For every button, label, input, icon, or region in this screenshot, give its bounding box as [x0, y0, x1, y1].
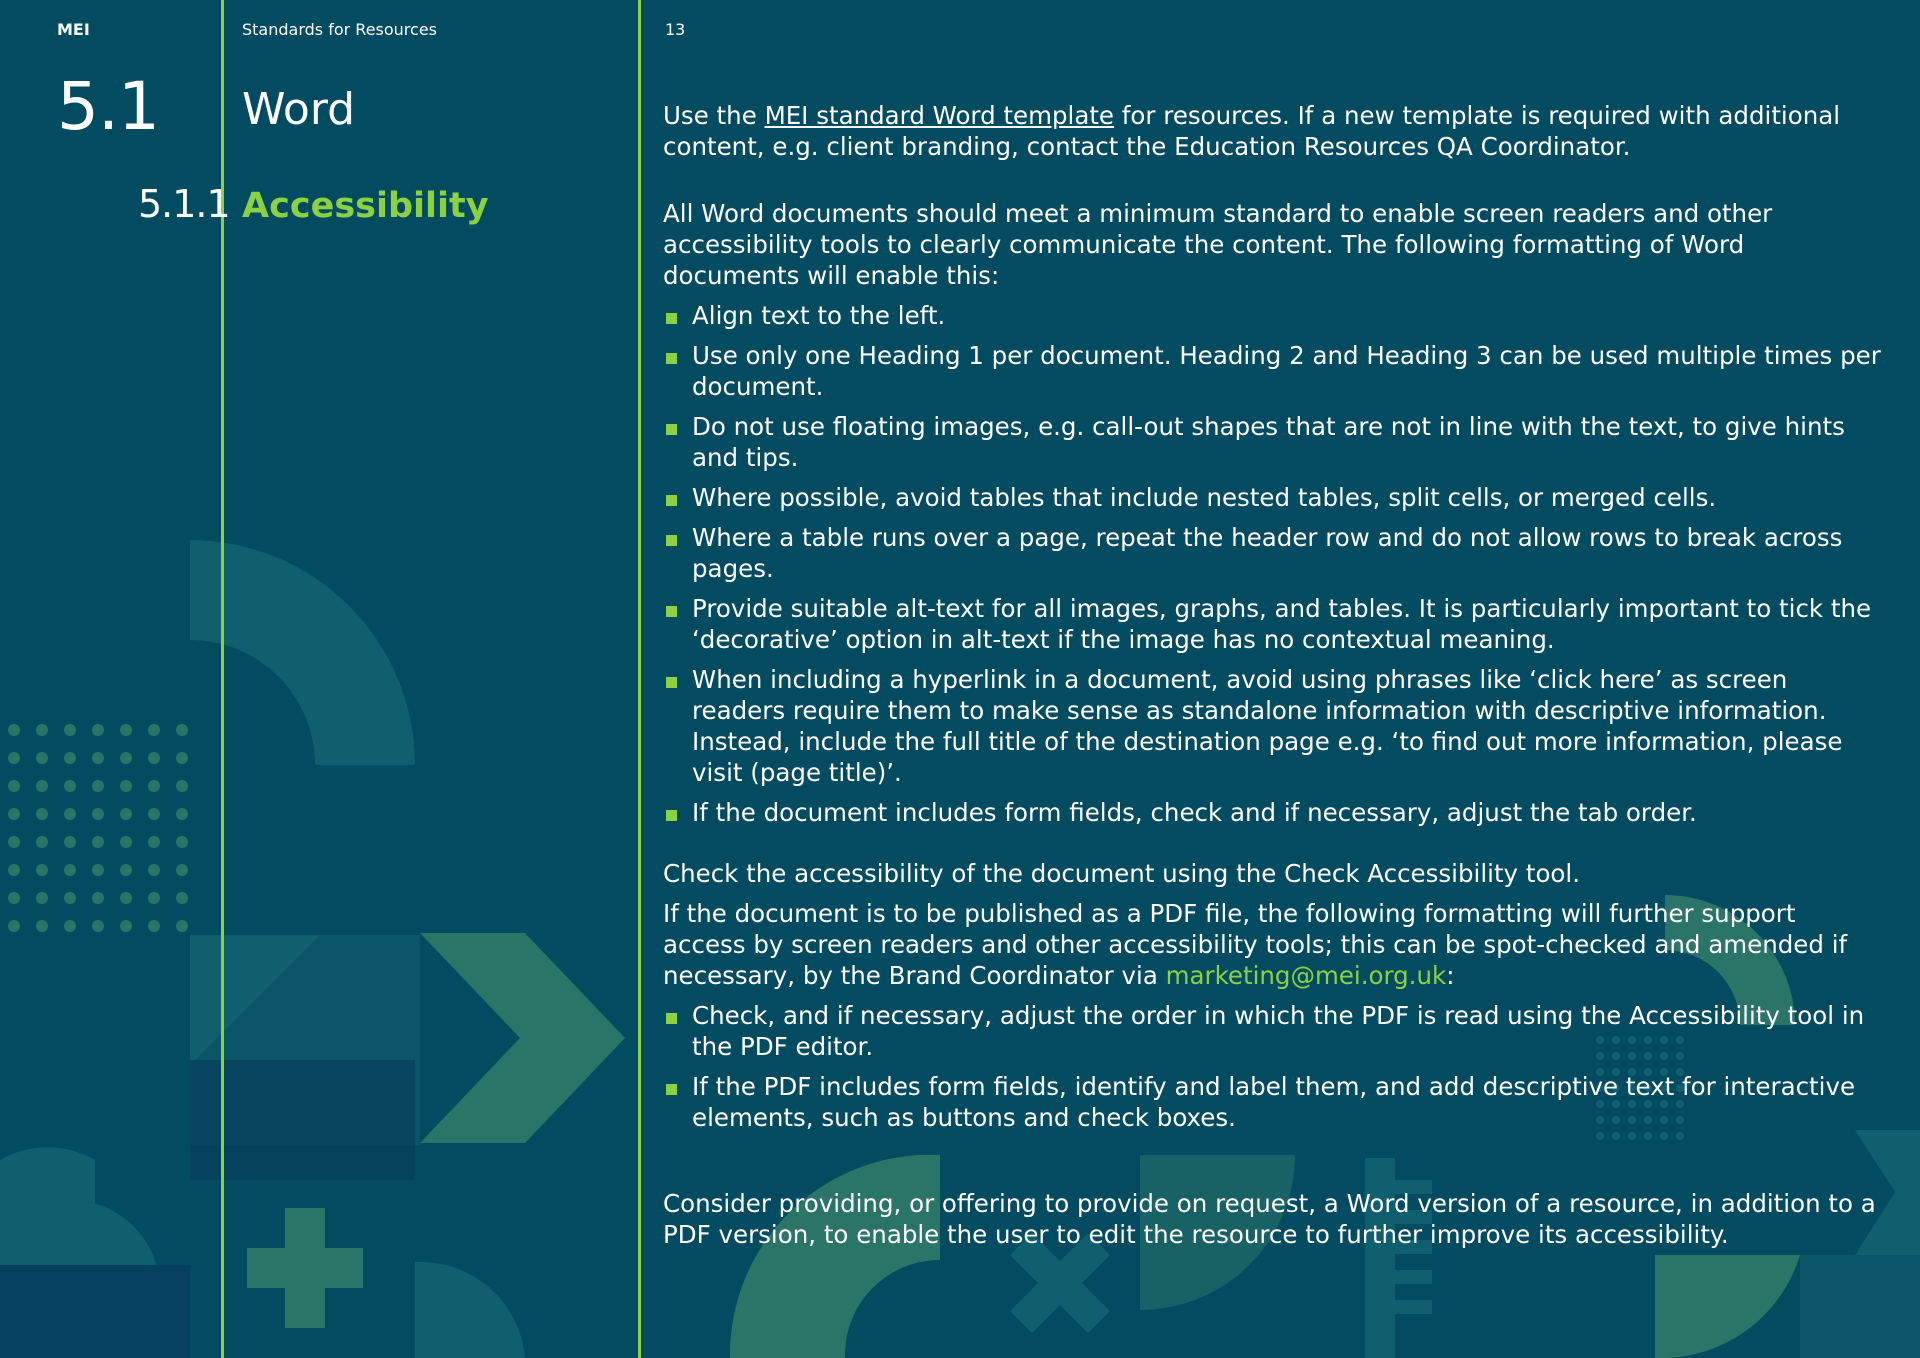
section-number: 5.1 — [57, 68, 159, 145]
chevron-shape — [420, 933, 625, 1143]
subsection-title: Accessibility — [242, 186, 489, 226]
list-item: Where possible, avoid tables that include nested tables, split cells, or merged cells. — [663, 482, 1885, 513]
column-divider-right — [638, 0, 641, 1358]
section-title: Word — [242, 84, 356, 135]
quarter-shape — [1655, 1255, 1800, 1358]
plus-shape — [247, 1208, 363, 1328]
list-item: Provide suitable alt-text for all images, graphs, and tables. It is particularly important to tick the ‘decorative’ option in alt-text if the image has no contextual meaning. — [663, 593, 1885, 655]
block-shape — [1800, 1255, 1920, 1358]
half-circle-shape — [415, 1262, 525, 1358]
page-number: 13 — [665, 20, 686, 39]
list-item: Use only one Heading 1 per document. Heading 2 and Heading 3 can be used multiple times per document. — [663, 340, 1885, 402]
check-paragraph: Check the accessibility of the document using the Check Accessibility tool. — [663, 859, 1581, 888]
block-shape — [0, 1265, 190, 1358]
list-item: Check, and if necessary, adjust the order in which the PDF is read using the Accessibility tool in the PDF editor. — [663, 1000, 1885, 1062]
list-item: Align text to the left. — [663, 300, 1885, 331]
list-item: If the document includes form fields, check and if necessary, adjust the tab order. — [663, 797, 1885, 828]
standard-paragraph: All Word documents should meet a minimum standard to enable screen readers and other accessibility tools to clearly communicate the content. The following formatting of Word documents will enable this: — [663, 199, 1773, 290]
body-content — [663, 100, 1885, 1250]
brand-name: MEI — [57, 20, 90, 39]
email-link[interactable]: marketing@mei.org.uk — [1165, 961, 1447, 990]
list-item: Where a table runs over a page, repeat the header row and do not allow rows to break across pages. — [663, 522, 1885, 584]
list-item: When including a hyperlink in a document, avoid using phrases like ‘click here’ as screen readers require them to make sense as standalone information with descriptive information. Instead, include the full title of the destination page e.g. ‘to find out more information, please visit (page title)’. — [663, 664, 1885, 788]
pdf-paragraph: If the document is to be published as a PDF file, the following formatting will further support access by screen readers and other accessibility tools; this can be spot-checked and amended if necessary, by the Brand Coordinator via marketing@mei.org.uk: — [663, 899, 1848, 990]
pdf-formatting-list — [663, 1000, 1885, 1133]
intro-paragraph: Use the MEI standard Word template for resources. If a new template is required with additional content, e.g. client branding, contact the Education Resources QA Coordinator. — [663, 101, 1841, 161]
dot-grid — [8, 724, 188, 932]
list-item: Do not use floating images, e.g. call-out shapes that are not in line with the text, to give hints and tips. — [663, 411, 1885, 473]
consider-paragraph: Consider providing, or offering to provide on request, a Word version of a resource, in addition to a PDF version, to enable the user to edit the resource to further improve its accessibility. — [663, 1189, 1876, 1249]
subsection-number: 5.1.1 — [138, 182, 230, 226]
list-item: If the PDF includes form fields, identify and label them, and add descriptive text for interactive elements, such as buttons and check boxes. — [663, 1071, 1885, 1133]
word-formatting-list — [663, 300, 1885, 828]
document-title: Standards for Resources — [242, 20, 438, 39]
word-template-link[interactable]: MEI standard Word template — [764, 101, 1115, 130]
